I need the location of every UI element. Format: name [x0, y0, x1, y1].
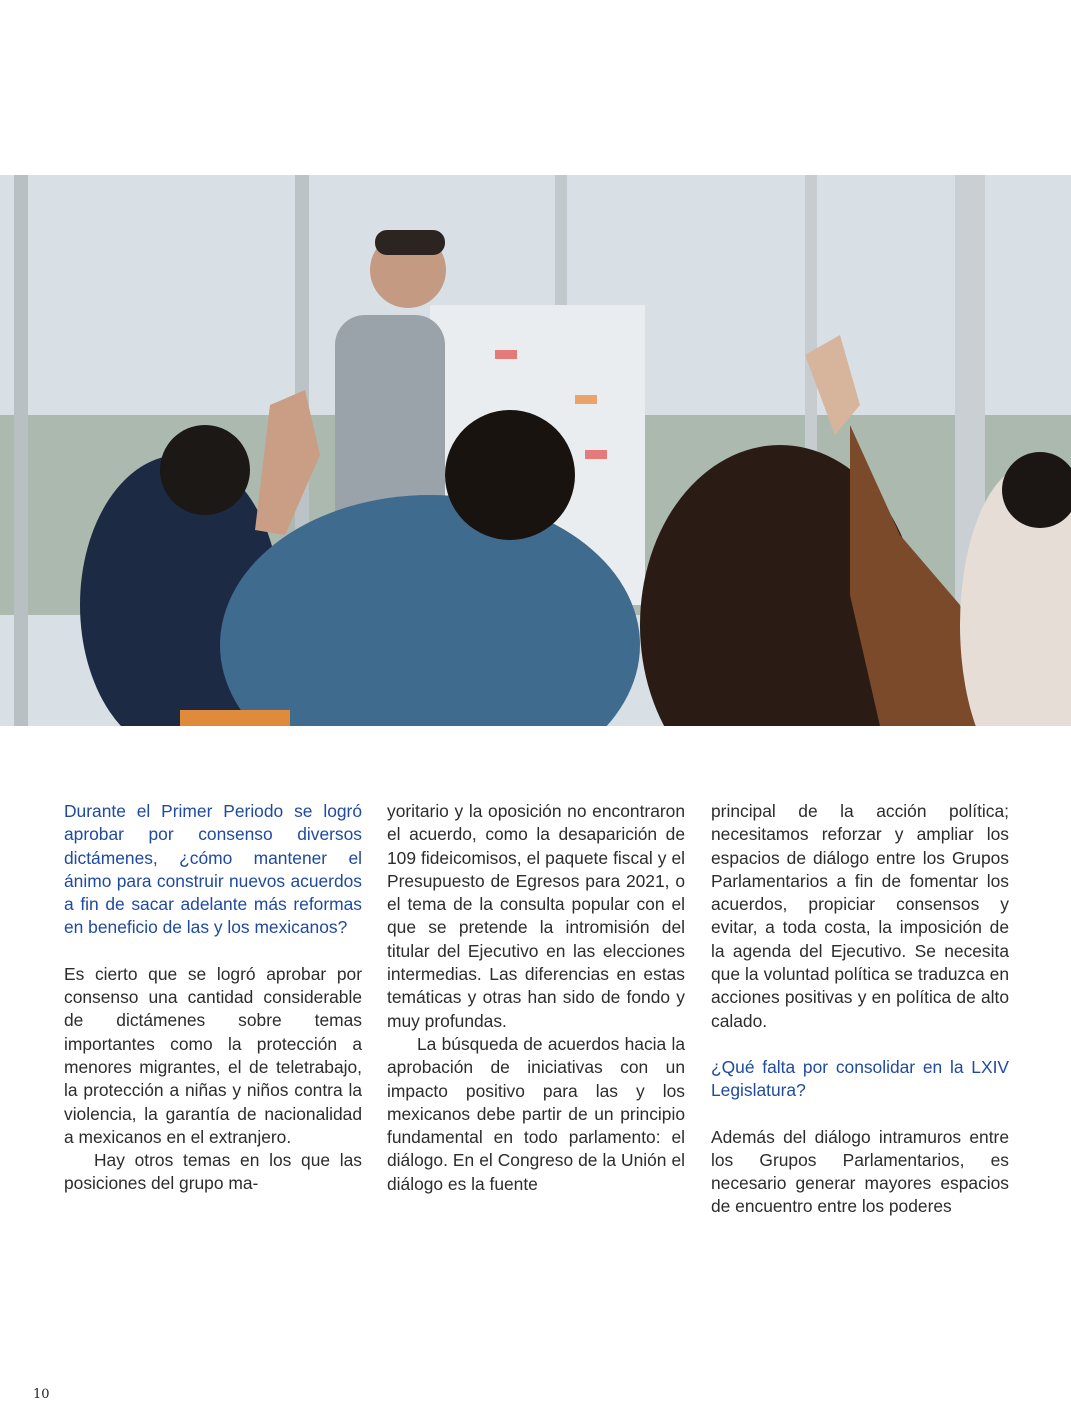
page-number: 10 [33, 1387, 50, 1402]
column-3 [711, 800, 1009, 1219]
interview-question-1: Durante el Primer Periodo se logró aprobar por consenso diversos dictámenes, ¿cómo mantener el ánimo para construir nuevos acuerdos a fin de sacar adelante más reformas en beneficio de las y los mexicanos? [64, 801, 362, 938]
answer-paragraph: yoritario y la oposición no encontraron el acuerdo, como la desaparición de 109 fideicomisos, el paquete fiscal y el Presupuesto de Egresos para 2021, o el tema de la consulta popular con el que se pretende la intromisión del titular del Ejecutivo en las elecciones intermedias. Las diferencias en estas temáticas y otras han sido de fondo y muy profundas. [387, 801, 685, 1031]
interview-question-2: ¿Qué falta por consolidar en la LXIV Legislatura? [711, 1056, 1009, 1101]
answer-paragraph: Es cierto que se logró aprobar por consenso una cantidad considerable de dictámenes sobre temas importantes como la protección a menores migrantes, el de teletrabajo, la protección a niñas y niños contra la violencia, la garantía de nacionalidad a mexicanos en el extranjero. [64, 963, 362, 1147]
column-2 [387, 800, 685, 1196]
answer-paragraph: Hay otros temas en los que las posiciones del grupo ma- [64, 1150, 362, 1194]
column-1 [64, 800, 362, 1196]
answer-paragraph: Además del diálogo intramuros entre los Grupos Parlamentarios, es necesario generar mayores espacios de encuentro entre los poderes [711, 1126, 1009, 1217]
answer-paragraph: principal de la acción política; necesitamos reforzar y ampliar los espacios de diálogo entre los Grupos Parlamentarios a fin de fomentar los acuerdos, propiciar consensos y evitar, a toda costa, la imposición de la agenda del Ejecutivo. Se necesita que la voluntad política se traduzca en acciones positivas y en política de alto calado. [711, 801, 1009, 1031]
classroom-photo-icon [0, 175, 1071, 726]
answer-paragraph: La búsqueda de acuerdos hacia la aprobación de iniciativas con un impacto positivo para las y los mexicanos debe partir de un principio fundamental en todo parlamento: el diálogo. En el Congreso de la Unión el diálogo es la fuente [387, 1033, 685, 1194]
classroom-photo [0, 175, 1071, 726]
